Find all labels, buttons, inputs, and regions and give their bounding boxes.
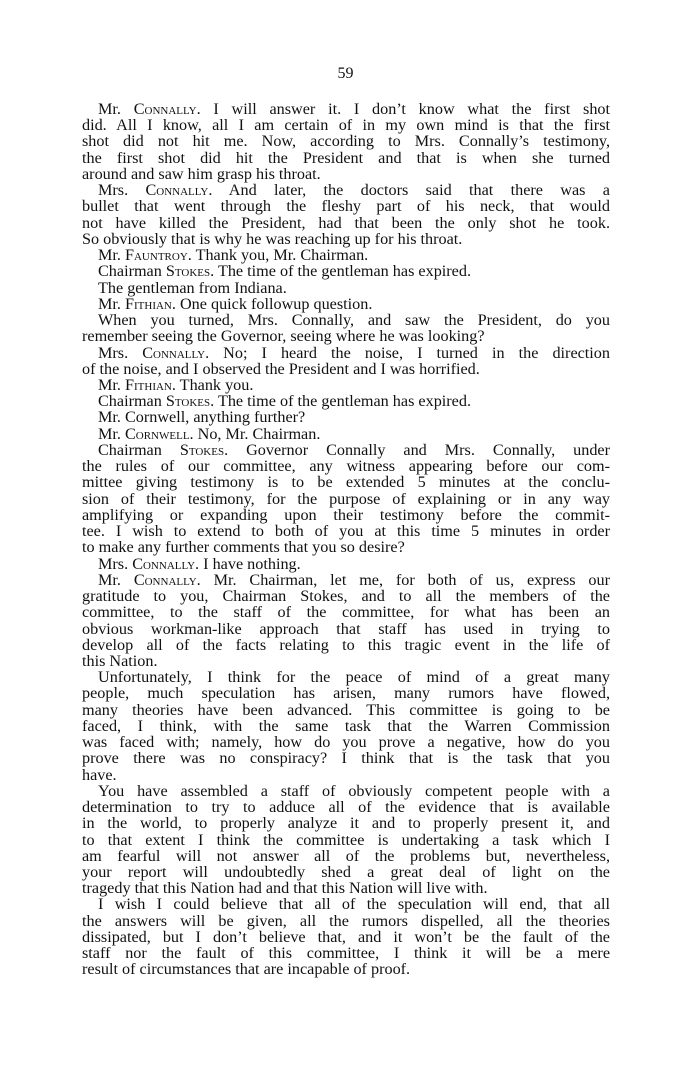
speaker-name: Fithian xyxy=(124,294,172,313)
text-line xyxy=(82,734,610,750)
line-text: bullet that went through the fleshy part of his neck, that would xyxy=(82,197,610,216)
line-text: your report will undoubtedly shed a great deal of light on the xyxy=(82,863,610,882)
paragraph xyxy=(82,783,610,897)
text-line xyxy=(82,913,610,929)
line-text: result of circumstances that are incapable of proof. xyxy=(82,960,411,979)
line-text: gratitude to you, Chairman Stokes, and to all the members of the xyxy=(82,587,610,606)
line-text: not have killed the President, had that been the only shot he took. xyxy=(82,213,610,232)
speaker-paragraph xyxy=(82,556,610,572)
line-text: I wish I could believe that all of the speculation will end, that all xyxy=(98,895,610,914)
line-text: did. All I know, all I am certain of in my own mind is that the first xyxy=(82,116,610,135)
text-line xyxy=(82,848,610,864)
speaker-paragraph xyxy=(82,101,610,182)
line-text: dissipated, but I don’t believe that, and it won’t be the fault of the xyxy=(82,927,610,946)
text-line xyxy=(82,556,610,572)
line-text: faced, I think, with the same task that the Warren Commission xyxy=(82,716,610,735)
text-line xyxy=(82,572,610,588)
paragraph xyxy=(82,280,610,296)
line-text: You have assembled a staff of obviously competent people with a xyxy=(98,781,610,800)
text-line xyxy=(82,588,610,604)
line-text: . Governor Connally and Mrs. Connally, under xyxy=(224,440,610,459)
line-text: have. xyxy=(82,765,117,784)
text-line xyxy=(82,523,610,539)
line-text: develop all of the facts relating to this tragic event in the life of xyxy=(82,635,610,654)
line-text: When you turned, Mrs. Connally, and saw the President, do you xyxy=(98,311,610,330)
speaker-name: Cornwell xyxy=(124,424,190,443)
text-line xyxy=(82,653,610,669)
text-line xyxy=(82,815,610,831)
speaker-name: Connally xyxy=(145,181,209,200)
line-text: . Mr. Chairman, let me, for both of us, express our xyxy=(196,570,610,589)
speaker-paragraph xyxy=(82,263,610,279)
text-line xyxy=(82,474,610,490)
text-line xyxy=(82,783,610,799)
paragraph xyxy=(82,409,610,425)
text-line xyxy=(82,685,610,701)
speaker-title: Chairman xyxy=(98,392,166,411)
text-line xyxy=(82,182,610,198)
text-line xyxy=(82,312,610,328)
speaker-name: Connally xyxy=(133,100,197,118)
text-line xyxy=(82,263,610,279)
line-text: Unfortunately, I think for the peace of mind of a great many xyxy=(98,668,610,687)
line-text: remember seeing the Governor, seeing where he was looking? xyxy=(82,327,485,346)
text-line xyxy=(82,133,610,149)
line-text: amplifying or expanding upon their testimony before the commit- xyxy=(82,505,610,524)
paragraph xyxy=(82,312,610,344)
line-text: in the world, to properly analyze it and to properly present it, and xyxy=(82,814,610,833)
speaker-name: Fauntroy xyxy=(124,246,188,265)
line-text: obvious workman-like approach that staff has used in trying to xyxy=(82,619,610,638)
speaker-paragraph xyxy=(82,442,610,556)
speaker-name: Stokes xyxy=(165,262,211,281)
speaker-paragraph xyxy=(82,296,610,312)
speaker-title: Chairman xyxy=(98,262,166,281)
line-text: prove there was no conspiracy? I think that is the task that you xyxy=(82,749,610,768)
line-text: many theories have been advanced. This committee is going to be xyxy=(82,700,610,719)
speaker-paragraph xyxy=(82,393,610,409)
text-line xyxy=(82,377,610,393)
speaker-name: Connally xyxy=(142,343,206,362)
line-text: The gentleman from Indiana. xyxy=(98,278,287,297)
speaker-name: Fithian xyxy=(124,375,172,394)
line-text: around and saw him grasp his throat. xyxy=(82,164,321,183)
line-text: the first shot did hit the President and that is when she turned xyxy=(82,148,610,167)
text-line xyxy=(82,442,610,458)
text-line xyxy=(82,393,610,409)
line-text: . No, Mr. Chairman. xyxy=(189,424,321,443)
text-line xyxy=(82,458,610,474)
line-text: . One quick followup question. xyxy=(171,294,373,313)
speaker-name: Stokes xyxy=(179,440,225,459)
speaker-title: Chairman xyxy=(98,440,180,459)
line-text: this Nation. xyxy=(82,651,158,670)
line-text: determination to try to adduce all of the evidence that is available xyxy=(82,798,610,817)
line-text: shot did not hit me. Now, according to Mrs. Connally’s testimony, xyxy=(82,132,610,151)
speaker-name: Connally xyxy=(133,570,197,589)
line-text: of the noise, and I observed the President and I was horrified. xyxy=(82,359,480,378)
text-line xyxy=(82,637,610,653)
line-text: . Thank you, Mr. Chairman. xyxy=(187,246,369,265)
text-line xyxy=(82,247,610,263)
line-text: . No; I heard the noise, I turned in the direction xyxy=(205,343,610,362)
speaker-title: Mr. xyxy=(98,375,125,394)
speaker-title: Mr. xyxy=(98,424,125,443)
speaker-title: Mrs. xyxy=(98,554,133,573)
paragraph xyxy=(82,896,610,977)
text-line xyxy=(82,231,610,247)
line-text: . And later, the doctors said that there was a xyxy=(208,181,610,200)
speaker-paragraph xyxy=(82,426,610,442)
paragraph xyxy=(82,669,610,783)
text-line xyxy=(82,880,610,896)
text-line xyxy=(82,361,610,377)
text-line xyxy=(82,896,610,912)
line-text: tragedy that this Nation had and that this Nation will live with. xyxy=(82,879,488,898)
text-line xyxy=(82,328,610,344)
speaker-title: Mr. xyxy=(98,246,125,265)
text-line xyxy=(82,215,610,231)
text-line xyxy=(82,280,610,296)
text-line xyxy=(82,426,610,442)
text-line xyxy=(82,345,610,361)
line-text: . Thank you. xyxy=(171,375,254,394)
line-text: to make any further comments that you so desire? xyxy=(82,538,405,557)
text-line xyxy=(82,702,610,718)
speaker-paragraph xyxy=(82,247,610,263)
line-text: sion of their testimony, for the purpose of explaining or in any way xyxy=(82,489,610,508)
line-text: staff nor the fault of this committee, I think it will be a mere xyxy=(82,944,610,963)
speaker-name: Connally xyxy=(132,554,196,573)
line-text: the rules of our committee, any witness appearing before our com- xyxy=(82,457,610,476)
line-text: tee. I wish to extend to both of you at this time 5 minutes in order xyxy=(82,522,610,541)
text-line xyxy=(82,929,610,945)
page-number: 59 xyxy=(337,65,354,82)
line-text: to that extent I think the committee is undertaking a task which I xyxy=(82,830,610,849)
text-line xyxy=(82,767,610,783)
line-text: Mr. Cornwell, anything further? xyxy=(98,408,306,427)
line-text: . The time of the gentleman has expired. xyxy=(210,392,472,411)
text-line xyxy=(82,296,610,312)
line-text: was faced with; namely, how do you prove a negative, how do you xyxy=(82,733,610,752)
text-line xyxy=(82,166,610,182)
text-line xyxy=(82,507,610,523)
speaker-title: Mr. xyxy=(98,570,134,589)
testimony-text xyxy=(82,101,610,978)
line-text: the answers will be given, all the rumors dispelled, all the theories xyxy=(82,911,610,930)
speaker-name: Stokes xyxy=(165,392,211,411)
line-text: people, much speculation has arisen, many rumors have flowed, xyxy=(82,684,610,703)
text-line xyxy=(82,799,610,815)
text-line xyxy=(82,621,610,637)
text-line xyxy=(82,669,610,685)
speaker-paragraph xyxy=(82,345,610,377)
line-text: committee, to the staff of the committee, for what has been an xyxy=(82,603,610,622)
speaker-paragraph xyxy=(82,377,610,393)
line-text: . I have nothing. xyxy=(195,554,301,573)
text-line xyxy=(82,117,610,133)
speaker-title: Mrs. xyxy=(98,181,146,200)
text-line xyxy=(82,864,610,880)
line-text: So obviously that is why he was reaching up for his throat. xyxy=(82,229,463,248)
text-line xyxy=(82,961,610,977)
text-line xyxy=(82,409,610,425)
text-line xyxy=(82,750,610,766)
text-line xyxy=(82,832,610,848)
line-text: mittee giving testimony is to be extended 5 minutes at the conclu- xyxy=(82,473,610,492)
text-line xyxy=(82,150,610,166)
speaker-title: Mr. xyxy=(98,100,134,118)
speaker-title: Mrs. xyxy=(98,343,143,362)
text-line xyxy=(82,945,610,961)
line-text: am fearful will not answer all of the problems but, nevertheless, xyxy=(82,846,610,865)
line-text: . The time of the gentleman has expired. xyxy=(210,262,472,281)
text-line xyxy=(82,539,610,555)
text-line xyxy=(82,604,610,620)
text-line xyxy=(82,198,610,214)
text-line xyxy=(82,101,610,117)
speaker-paragraph xyxy=(82,572,610,669)
text-line xyxy=(82,491,610,507)
speaker-paragraph xyxy=(82,182,610,247)
speaker-title: Mr. xyxy=(98,294,125,313)
line-text: . I will answer it. I don’t know what the first shot xyxy=(196,100,611,118)
text-line xyxy=(82,718,610,734)
